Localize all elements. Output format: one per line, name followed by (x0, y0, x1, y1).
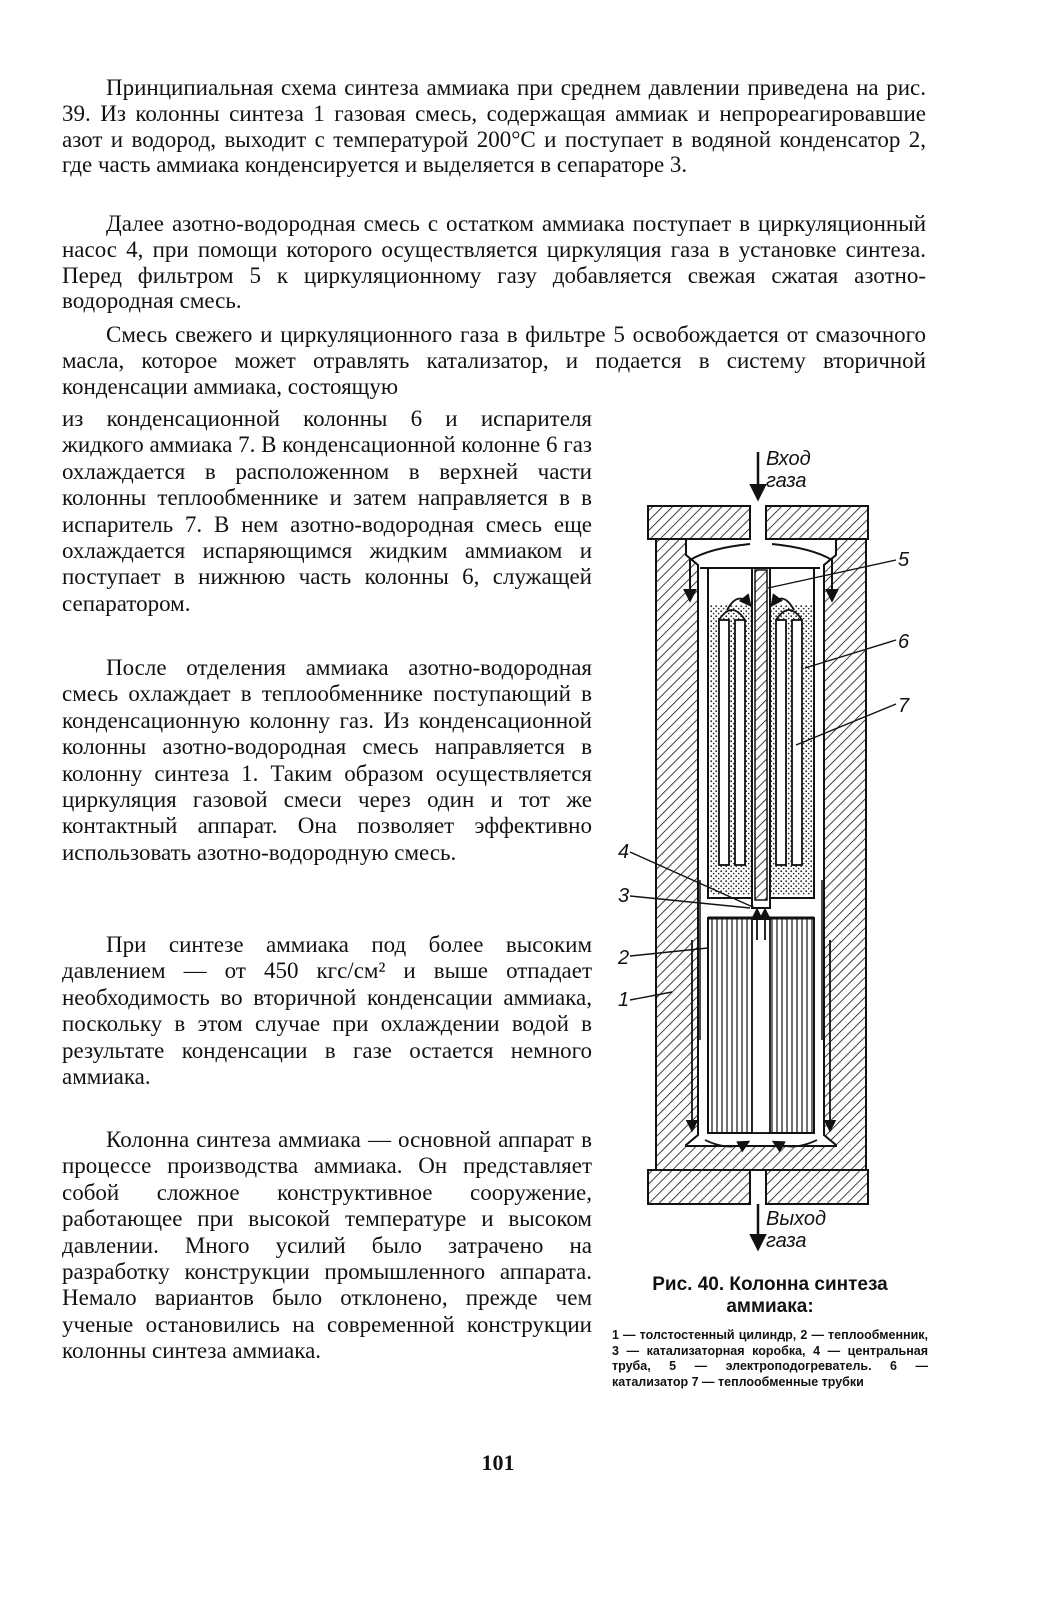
bottom-cover (648, 1170, 750, 1204)
caption-legend: 1 — толстостенный цилиндр, 2 — теплообменник, 3 — катализаторная коробка, 4 — центральная труба, 5 — электроподогреватель. 6 — катализатор 7 — теплообменные трубки (612, 1328, 928, 1389)
heat-exchange-tubes (719, 620, 729, 865)
label-2: 2 (618, 947, 630, 969)
label-7: 7 (898, 695, 910, 717)
inlet-label-line1: Вход (766, 448, 811, 470)
paragraph-2: Далее азотно-водородная смесь с остатком аммиака поступает в циркуляционный насос 4, при помощи которого осуществляется циркуляция газа в установке синтеза. Перед фильтром 5 к циркуляционному газу добавляется свежая сжатая азотно-водородная смесь. (62, 211, 926, 314)
outlet-label-line1: Выход (766, 1208, 827, 1230)
paragraph-3: Смесь свежего и циркуляционного газа в фильтре 5 освобождается от смазочного масла, которое может отравлять катализатор, и подается в систему вторичной конденсации аммиака, состоящую (62, 322, 926, 399)
top-cover (648, 506, 750, 539)
electric-heater (755, 570, 767, 900)
outlet-label-line2: газа (766, 1230, 807, 1252)
inlet-label-line2: газа (766, 470, 807, 492)
paragraph-5: При синтезе аммиака под более высоким давлением — от 450 кгс/см² и выше отпадает необходимость во вторичной конденсации аммиака, поскольку в этом случае при охлаждении водой в результате конденсации в газе остается немного аммиака. (62, 932, 592, 1090)
page-number: 101 (481, 1450, 515, 1475)
label-4: 4 (618, 841, 630, 863)
label-5: 5 (898, 549, 910, 571)
figure-40-ammonia-synthesis-column (600, 440, 930, 1270)
paragraph-1: Принципиальная схема синтеза аммиака при среднем давлении приведена на рис. 39. Из колонны синтеза 1 газовая смесь, содержащая аммиак и непрореагировавшие азот и водород, выходит с температурой 200°С и поступает в водяной конденсатор 2, где часть аммиака конденсируется и выделяется в сепараторе 3. (62, 75, 926, 178)
paragraph-3-continuation: из конденсационной колонны 6 и испарителя жидкого аммиака 7. В конденсационной колонне 6 газ охлаждается в расположенном в верхней части колонны теплообменнике и затем направляется в в испаритель 7. В нем азотно-водородная смесь еще охлаждается испаряющимся жидким аммиаком и поступает в нижнюю часть колонны 6, служащей сепаратором. (62, 406, 592, 616)
figure-caption (612, 1274, 928, 1390)
caption-title: Рис. 40. Колонна синтеза аммиака: (652, 1274, 888, 1317)
label-3: 3 (618, 885, 630, 907)
paragraph-4: После отделения аммиака азотно-водородная смесь охлаждает в теплообменнике поступающий в конденсационную колонну газ. Из конденсационной колонны азотно-водородная смесь направляется в колонну синтеза 1. Таким образом осуществляется циркуляция газовой смеси через один и тот же контактный аппарат. Она позволяет эффективно использовать азотно-водородную смесь. (62, 655, 592, 865)
paragraph-6: Колонна синтеза аммиака — основной аппарат в процессе производства аммиака. Он представляет собой сложное конструктивное сооружение, работающее при высокой температуре и высоком давлении. Много усилий было затрачено на разработку конструкции промышленного аппарата. Немало вариантов было отклонено, прежде чем ученые остановились на современной конструкции колонны синтеза аммиака. (62, 1127, 592, 1364)
label-1: 1 (618, 989, 630, 1011)
label-6: 6 (898, 631, 910, 653)
